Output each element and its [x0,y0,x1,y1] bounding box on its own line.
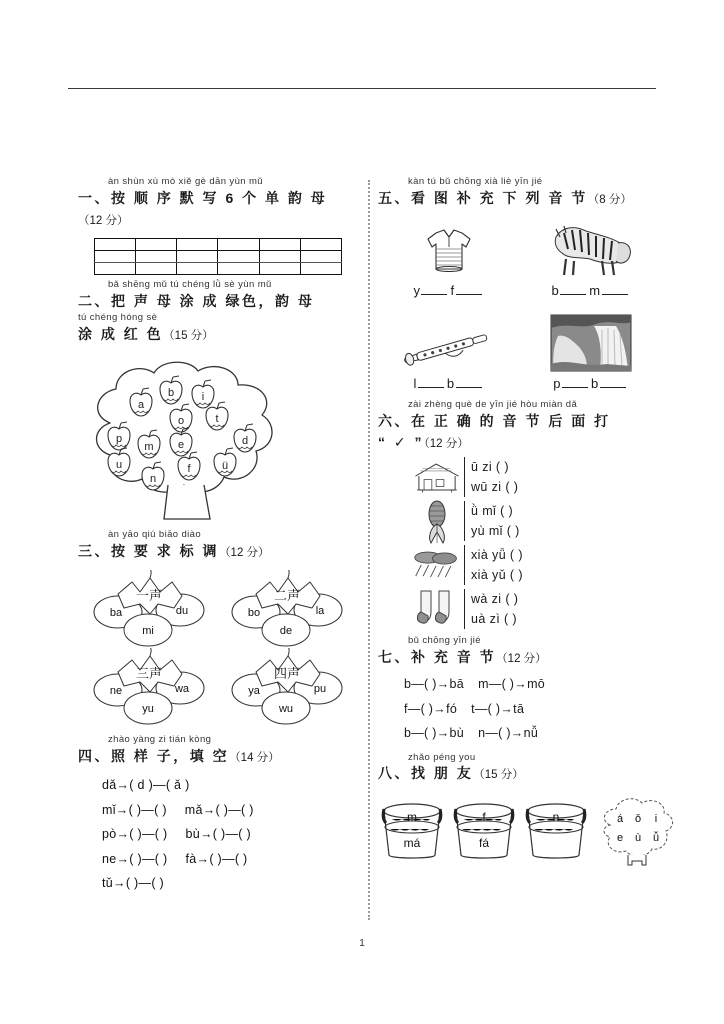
basket-top-letter: f [482,809,486,824]
basket-group [378,795,666,873]
bush-vowel: ǒ [634,812,642,825]
exercise-row[interactable]: f—( )→fó t—( )→tā [404,701,525,716]
tone-flower-group [78,568,358,728]
grid-cell[interactable] [218,239,259,251]
section-2 [78,279,360,525]
polo-shirt-icon [378,215,520,279]
choice-option[interactable]: ǜ mǐ ( ) [471,504,514,519]
section-2-heading [78,291,360,312]
column-divider [368,180,370,920]
grid-cell[interactable] [136,263,177,275]
section-4-pinyin: zhào yàng zi tián kòng [108,734,212,746]
choice-option[interactable]: yù mǐ ( ) [471,524,520,539]
section-2-pinyin-2: tú chéng hóng sè [78,312,158,323]
grid-cell[interactable] [218,263,259,275]
apple-tree-diagram[interactable] [82,355,360,525]
grid-cell[interactable] [95,251,136,263]
svg-text:n: n [149,473,157,486]
section-5-title: 五、看 图 补 充 下 列 音 节 [378,189,588,206]
section-7 [378,635,666,745]
answer-blanks-shirt[interactable]: y f [378,282,520,298]
section-7-exercise-list [404,672,666,745]
grid-cell[interactable] [177,263,218,275]
section-1-points-line [78,209,360,230]
checkmark-instruction: “ ✓ ” [378,434,425,450]
grid-cell[interactable] [300,263,341,275]
grid-cell[interactable] [136,251,177,263]
section-1-title: 一、按 顺 序 默 写 6 个 单 韵 母 [78,189,328,206]
socks-icon [412,589,462,629]
svg-text:du: du [175,605,189,618]
section-2-pinyin: bǎ shēng mǔ tú chéng lǜ sè yùn mǔ [108,279,272,291]
section-3 [78,529,360,728]
tone-label: 四声 [273,666,301,682]
section-2-points: （15 分） [163,329,214,342]
choice-option[interactable]: wà zi ( ) [471,592,519,607]
section-7-title: 七、补 充 音 节 [378,649,497,666]
svg-text:de: de [279,625,293,638]
choice-row-rain [412,545,666,585]
exercise-row[interactable]: b—( )→bā m—( )→mō [404,677,546,692]
section-7-pinyin: bǔ chōng yīn jié [408,635,481,647]
section-6-pinyin: zài zhèng què de yīn jié hòu miàn dǎ [408,399,578,411]
svg-text:o: o [177,415,185,428]
bush-vowel: á [616,812,624,825]
basket-bottom-syllable: fá [478,835,490,850]
section-1-points: （12 分） [78,214,129,227]
svg-text:ba: ba [109,607,123,620]
grid-cell[interactable] [300,239,341,251]
section-2-title: 二、把 声 母 涂 成 绿色，韵 母 [78,293,315,309]
section-4-points: （14 分） [229,752,280,765]
section-8-heading [378,763,666,784]
exercise-row[interactable]: tǔ→( )—( ) [102,875,165,890]
svg-text:d: d [241,435,249,448]
svg-text:e: e [177,439,185,452]
choice-option[interactable]: ū zi ( ) [471,460,509,475]
grid-cell[interactable] [95,239,136,251]
choice-option[interactable]: wū zi ( ) [471,480,519,495]
waterfall-icon [520,308,662,372]
svg-text:m: m [144,441,154,454]
header-rule [68,88,656,89]
svg-text:ü: ü [221,460,229,473]
tone-label: 二声 [273,588,301,604]
svg-text:f: f [187,463,191,476]
exercise-row[interactable]: b—( )→bù n—( )→nǚ [404,726,539,741]
table-row [95,263,342,275]
basket-3[interactable] [522,795,590,861]
table-row [95,239,342,251]
section-8-points: （15 分） [473,769,524,782]
section-1 [78,176,360,275]
svg-text:wu: wu [278,703,294,716]
left-column [78,176,360,897]
grid-cell[interactable] [177,239,218,251]
svg-text:i: i [201,391,205,404]
page-number: 1 [359,938,365,949]
section-5 [378,176,666,391]
grid-cell[interactable] [259,251,300,263]
section-4-title: 四、照 样 子，填 空 [78,748,230,765]
svg-text:bo: bo [247,607,261,620]
bush-vowel: i [654,812,658,825]
picture-row [378,308,666,391]
section-4 [78,734,360,895]
svg-text:b: b [167,387,175,400]
section-8-pinyin: zhǎo péng you [408,751,476,763]
choice-option[interactable]: xià yǖ ( ) [471,548,523,563]
bush-vowel: ù [634,831,642,844]
bush-vowel: e [616,831,624,844]
choice-options-rain[interactable] [464,545,523,585]
section-6-heading-2 [378,432,666,453]
tone-label: 三声 [135,666,163,682]
section-2-heading-2 [78,324,360,345]
grid-cell[interactable] [259,239,300,251]
choice-row-socks [412,589,666,629]
tone-flower-2[interactable] [226,570,354,648]
section-3-points: （12 分） [219,547,270,559]
pinyin-writing-grid[interactable] [94,238,342,275]
section-5-heading [378,188,666,209]
tone-flower-4[interactable] [226,648,354,726]
section-6 [378,399,666,629]
section-6-heading [378,411,666,432]
exercise-row[interactable]: dǎ→( d )—( ǎ ) [102,778,190,793]
svg-text:pu: pu [313,683,327,696]
vowel-bush[interactable] [594,795,680,873]
section-4-heading [78,746,360,767]
section-5-pinyin: kàn tú bǔ chōng xià liè yīn jié [408,176,543,187]
basket-top-letter: m [407,809,417,824]
svg-text:a: a [137,399,145,412]
picture-answer-grid [378,215,666,391]
grid-cell[interactable] [218,251,259,263]
section-7-points: （12 分） [496,653,547,666]
exercise-row[interactable]: pò→( )—( ) bù→( )—( ) [102,827,251,842]
exercise-row[interactable]: mǐ→( )—( ) mǎ→( )—( ) [102,802,254,817]
grid-cell[interactable] [136,239,177,251]
svg-text:p: p [115,433,123,446]
svg-text:yu: yu [142,703,154,716]
house-icon [412,457,462,497]
zebra-icon [520,215,662,279]
section-5-points: （8 分） [587,193,632,206]
picture-cell-zebra [520,215,662,298]
svg-text:la: la [315,605,325,618]
choice-row-house [412,457,666,497]
basket-1[interactable] [378,795,446,861]
section-8 [378,752,666,873]
section-3-heading [78,541,360,562]
clarinet-icon [378,308,520,372]
grid-cell[interactable] [259,263,300,275]
basket-2[interactable] [450,795,518,861]
grid-cell[interactable] [95,263,136,275]
right-column [378,176,666,875]
choice-options-socks[interactable] [464,589,518,629]
section-8-title: 八、找 朋 友 [378,765,474,782]
basket-top-letter: n [552,809,560,824]
choice-row-corn [412,501,666,541]
section-4-exercise-list [102,773,360,895]
section-2-title-2: 涂 成 红 色 [78,325,164,342]
section-7-heading [378,647,666,668]
tone-label: 一声 [135,588,163,604]
tone-flower-3[interactable] [88,648,216,726]
choice-option[interactable]: xià yǔ ( ) [471,568,523,583]
section-6-points: （12 分） [424,438,469,450]
table-row [95,251,342,263]
picture-cell-shirt [378,215,520,298]
tone-flower-1[interactable] [88,570,216,648]
choice-option[interactable]: uà zì ( ) [471,612,517,627]
svg-text:wa: wa [174,683,190,696]
rain-cloud-icon [412,545,462,585]
corn-icon [412,501,462,541]
section-6-title: 六、在 正 确 的 音 节 后 面 打 [378,413,611,429]
answer-blanks-zebra[interactable]: b m [520,282,662,298]
svg-text:u: u [115,459,123,472]
basket-bottom-syllable: má [403,835,421,850]
section-3-title: 三、按 要 求 标 调 [78,543,220,559]
choice-options-corn[interactable] [464,501,520,541]
answer-blanks-waterfall[interactable]: p b [520,375,662,391]
picture-cell-clarinet [378,308,520,391]
exercise-row[interactable]: ne→( )—( ) fà→( )—( ) [102,851,248,866]
picture-cell-waterfall [520,308,662,391]
svg-text:ne: ne [109,685,123,698]
section-1-pinyin: àn shùn xù mò xiě gè dān yùn mǔ [108,176,263,187]
svg-text:t: t [215,413,219,426]
grid-cell[interactable] [177,251,218,263]
section-1-heading [78,188,360,209]
answer-blanks-clarinet[interactable]: l b [378,375,520,391]
svg-text:ya: ya [248,685,260,698]
choice-options-house[interactable] [464,457,518,497]
bush-vowel: ǚ [652,831,660,844]
picture-row [378,215,666,298]
section-3-pinyin: àn yāo qiú biāo diào [108,529,202,541]
grid-cell[interactable] [300,251,341,263]
svg-text:mi: mi [142,625,154,638]
